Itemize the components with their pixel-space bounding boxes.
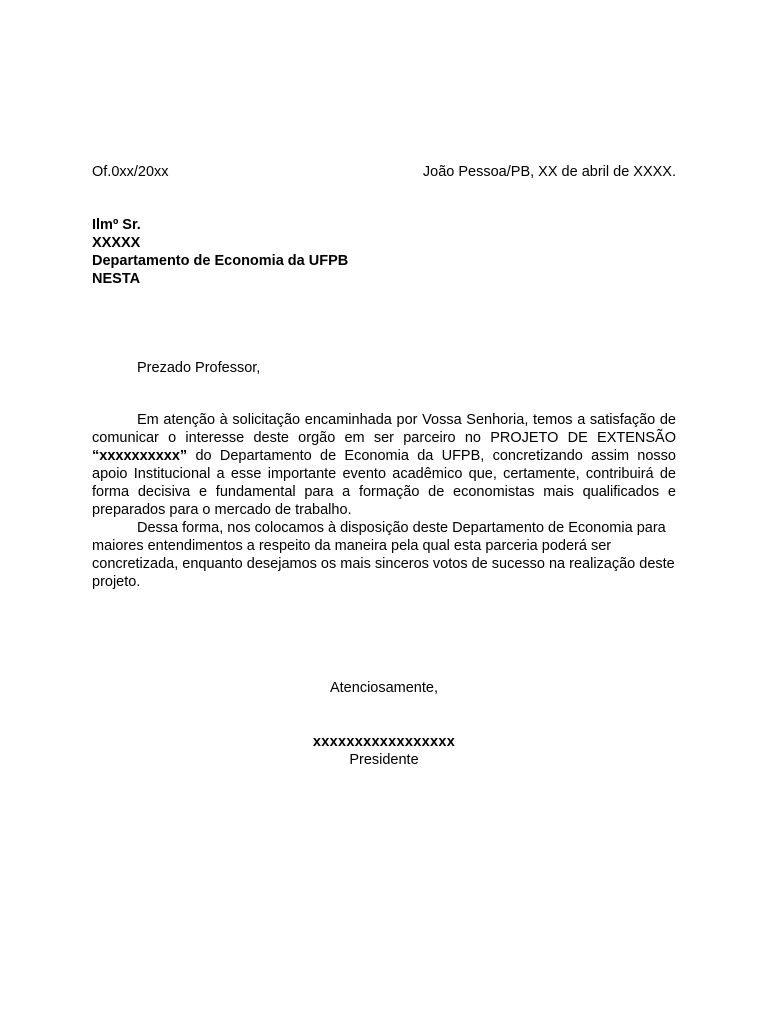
body-paragraph-1 — [92, 411, 676, 519]
signatory-name: xxxxxxxxxxxxxxxxx — [312, 734, 456, 750]
place-and-date: João Pessoa/PB, XX de abril de XXXX. — [422, 164, 676, 180]
salutation: Prezado Professor, — [137, 360, 261, 376]
body-paragraph-2: Dessa forma, nos colocamos à disposição deste Departamento de Economia para maiores entendimentos a respeito da maneira pela qual esta parceria poderá ser concretizada, enquanto desejamos os mais sinceros votos de sucesso na realização deste projeto. — [92, 520, 675, 590]
closing: Atenciosamente, — [329, 680, 438, 696]
signatory-role: Presidente — [349, 752, 419, 768]
recipient-department: Departamento de Economia da UFPB — [92, 253, 349, 269]
signature-block — [0, 733, 768, 769]
paragraph-1-text-after: do Departamento de Economia da UFPB, concretizando assim nosso apoio Institucional a esse importante evento acadêmico que, certamente, contribuirá de forma decisiva e fundamental para a formação de economistas mais qualificados e preparados para o mercado de trabalho. — [92, 448, 676, 518]
recipient-title: Ilmº Sr. — [92, 217, 141, 233]
document-reference: Of.0xx/20xx — [92, 164, 169, 180]
project-name: “xxxxxxxxxx” — [92, 448, 188, 464]
recipient-block — [92, 216, 348, 288]
letter-body — [92, 411, 676, 591]
paragraph-1-text-before: Em atenção à solicitação encaminhada por Vossa Senhoria, temos a satisfação de comunicar o interesse deste orgão em ser parceiro no PROJETO DE EXTENSÃO — [92, 412, 676, 446]
recipient-location: NESTA — [92, 271, 141, 287]
recipient-name: XXXXX — [92, 235, 141, 251]
